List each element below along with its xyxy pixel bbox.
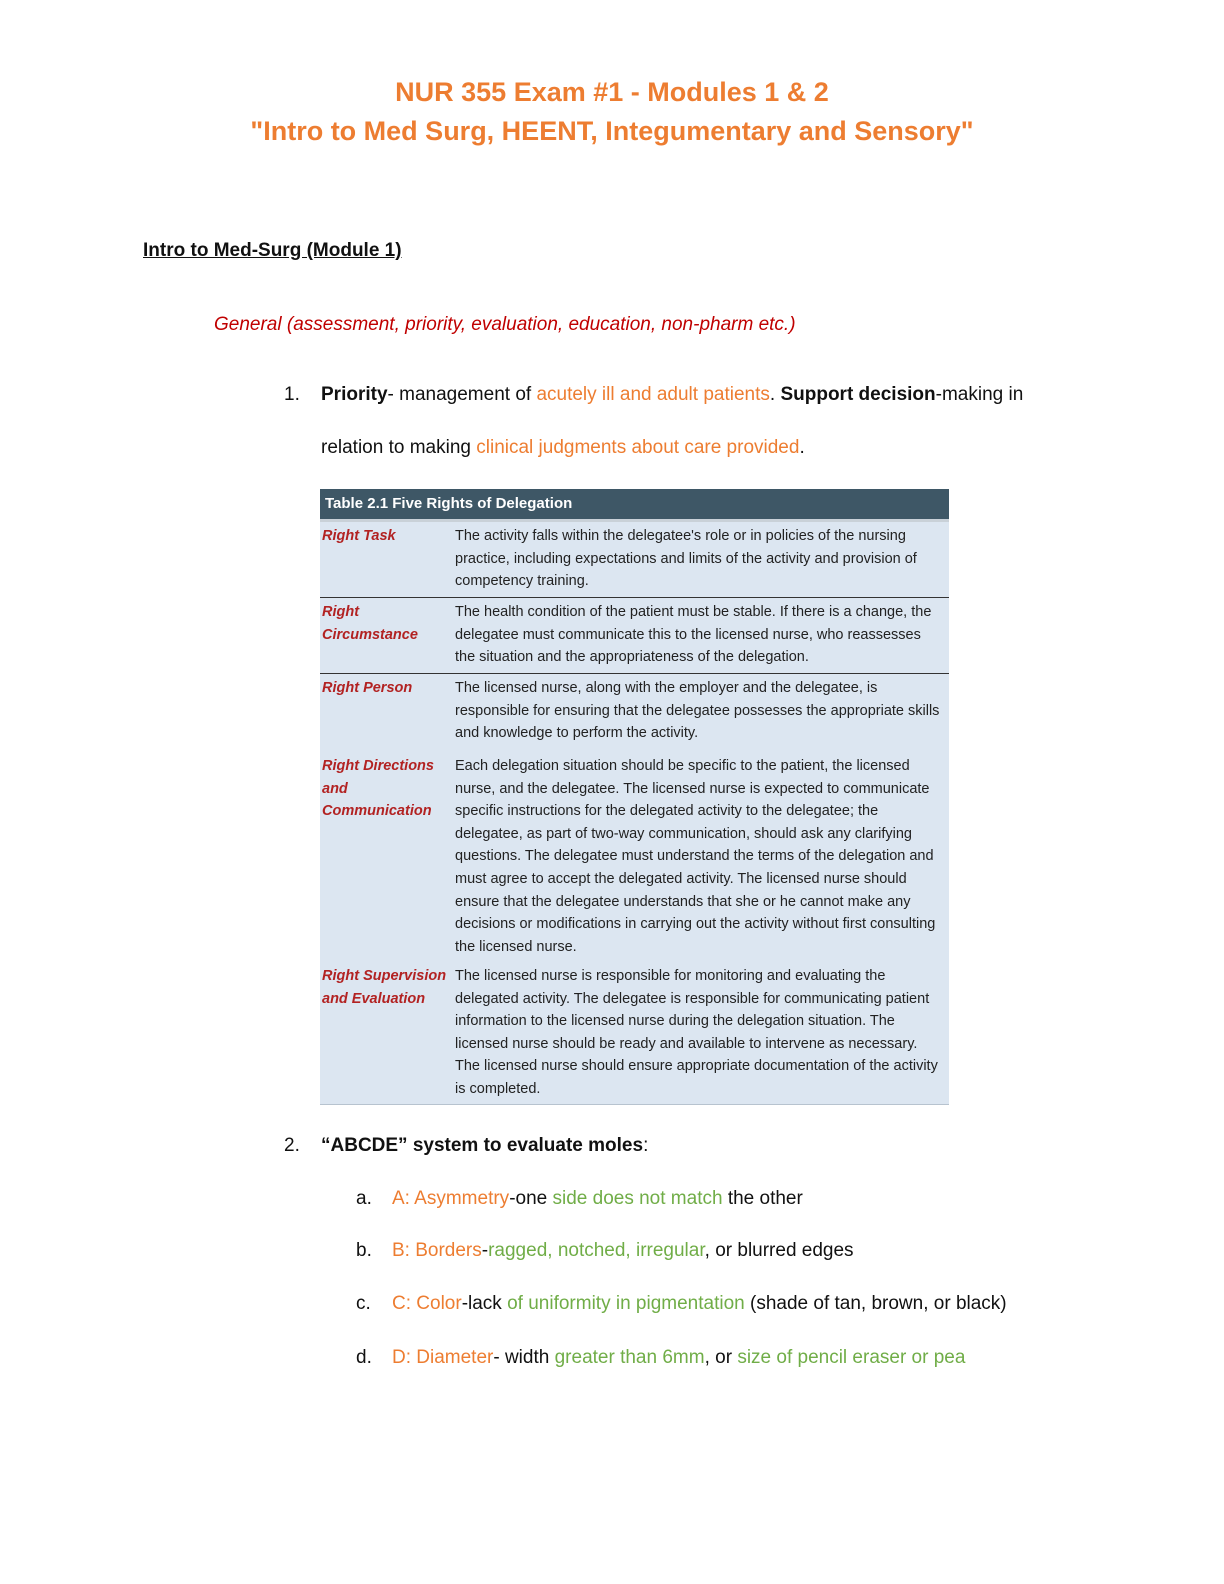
document-title-line1: NUR 355 Exam #1 - Modules 1 & 2 <box>395 77 829 107</box>
item1-highlight: clinical judgments about care provided <box>476 437 800 458</box>
table-row-description: The activity falls within the delegatee's role or in policies of the nursing practice, including expectations and limits of the activity and provision of competency training. <box>455 528 917 590</box>
sublist-highlight: size of pencil eraser or pea <box>737 1347 966 1368</box>
sublist-highlight: greater than 6mm <box>554 1347 705 1368</box>
sublist-text: -lack <box>461 1293 508 1314</box>
section-heading: Intro to Med-Surg (Module 1) <box>143 240 402 261</box>
sublist-letter: c. <box>356 1293 371 1314</box>
table-row-label: Right Directions and Communication <box>322 758 434 820</box>
item1-text: . <box>769 384 781 405</box>
sublist-text: -one <box>509 1188 553 1209</box>
item2-colon: : <box>643 1135 649 1156</box>
list-number-1: 1. <box>284 384 300 405</box>
item1-text: . <box>799 437 805 458</box>
item1-bold-support: Support decision <box>780 384 936 405</box>
sublist-item <box>392 1240 854 1262</box>
item1-line1 <box>321 384 1023 406</box>
table-row-description: The licensed nurse, along with the employer and the delegatee, is responsible for ensuring that the delegatee possesses the appropriate skills and knowledge to perform the activity. <box>455 680 940 742</box>
list-number-2: 2. <box>284 1135 300 1156</box>
item1-highlight: acutely ill and adult patients <box>536 384 770 405</box>
item1-bold-priority: Priority <box>321 384 388 405</box>
sublist-item <box>392 1293 1007 1315</box>
sublist-text: , or <box>704 1347 738 1368</box>
item2-heading <box>321 1135 648 1157</box>
sublist-text: , or blurred edges <box>704 1240 854 1261</box>
sublist-letter: a. <box>356 1188 372 1209</box>
sublist-text: (shade of tan, brown, or black) <box>744 1293 1007 1314</box>
sublist-highlight: ragged, notched, irregular <box>488 1240 705 1261</box>
table-row-description: The health condition of the patient must be stable. If there is a change, the delegatee must communicate this to the licensed nurse, who reassesses the situation and the appropriateness of the delegation. <box>455 604 932 666</box>
table-row-label: Right Circumstance <box>322 604 418 643</box>
table-row-label: Right Supervision and Evaluation <box>322 968 447 1007</box>
sublist-term: D: Diameter <box>392 1347 494 1368</box>
sublist-term: A: Asymmetry <box>392 1188 510 1209</box>
sublist-text: - <box>481 1240 489 1261</box>
sublist-highlight: side does not match <box>552 1188 723 1209</box>
sublist-term: B: Borders <box>392 1240 482 1261</box>
table-row <box>320 598 949 674</box>
table-row-label: Right Person <box>322 680 413 696</box>
item2-bold: “ABCDE” system to evaluate moles <box>321 1135 644 1156</box>
sublist-text: - width <box>493 1347 555 1368</box>
sublist-term: C: Color <box>392 1293 462 1314</box>
table-row-label: Right Task <box>322 528 396 544</box>
item1-text: relation to making <box>321 437 477 458</box>
sublist-text: the other <box>722 1188 803 1209</box>
sublist-letter: d. <box>356 1347 372 1368</box>
item1-text: -making in <box>935 384 1024 405</box>
table-row-description: The licensed nurse is responsible for monitoring and evaluating the delegated activity. The delegatee is responsible for communicating patient information to the licensed nurse during the delegation situation. The licensed nurse should be ready and available to intervene as necessary. The licensed nurse should ensure appropriate documentation of the activity is completed. <box>455 968 938 1097</box>
table-row <box>320 752 949 962</box>
table-row <box>320 522 949 598</box>
document-title-line2: "Intro to Med Surg, HEENT, Integumentary and Sensory" <box>250 116 974 146</box>
section-subheading: General (assessment, priority, evaluation, education, non-pharm etc.) <box>214 314 796 335</box>
sublist-item <box>392 1188 803 1210</box>
sublist-item <box>392 1347 965 1369</box>
item1-line2 <box>321 437 805 459</box>
table-row <box>320 962 949 1105</box>
table-row-description: Each delegation situation should be specific to the patient, the licensed nurse, and the delegatee. The licensed nurse is expected to communicate specific instructions for the delegated activity to the delegatee; the delegatee, as part of two-way communication, should ask any clarifying questions. The delegatee must understand the terms of the delegation and must agree to accept the delegated activity. The licensed nurse should ensure that the delegatee understands that she or he cannot make any decisions or modifications in carrying out the activity without first consulting the licensed nurse. <box>455 758 936 955</box>
table-caption: Table 2.1 Five Rights of Delegation <box>320 489 949 522</box>
sublist-highlight: of uniformity in pigmentation <box>507 1293 745 1314</box>
item1-text: - management of <box>387 384 537 405</box>
delegation-table <box>320 489 949 1105</box>
table-row <box>320 674 949 752</box>
sublist-letter: b. <box>356 1240 372 1261</box>
